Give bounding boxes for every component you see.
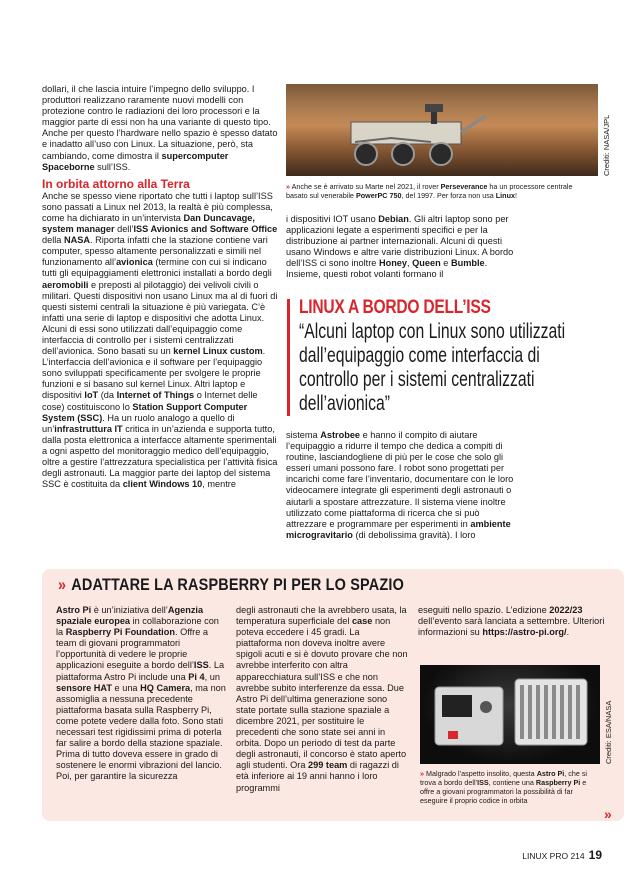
paragraph-intro: dollari, il che lascia intuire l’impegno dello sviluppo. I produttori realizzano raramente nuovi modelli con protezione contro le radiazioni dei loro processori e la maggior parte di essi non ha una variante di questo tipo. Anche per questo l’hardware nello spazio è spesso datato e inadatto all’uso con Linux. La situazione, però, sta cambiando, come dimostra il supercomputer Spaceborne sull’ISS. — [42, 84, 278, 172]
pullquote-title: LINUX A BORDO DELL’ISS — [299, 297, 491, 318]
section-heading: In orbita attorno alla Terra — [42, 176, 190, 191]
photo-credit-nasa: Crediti: NASA/JPL — [602, 114, 611, 176]
page-footer — [522, 848, 602, 862]
magazine-name: LINUX PRO 214 — [522, 851, 585, 861]
astro-pi-illustration — [420, 665, 600, 764]
pullquote-bar — [287, 299, 290, 416]
pullquote-text: “Alcuni laptop con Linux sono utilizzati dall’equipaggio come interfaccia di controllo per i sistemi centralizzati dell’avionica” — [299, 320, 566, 415]
astro-pi-caption: » Malgrado l’aspetto insolito, questa Astro Pi, che si trova a bordo dell’ISS, contiene una Raspberry Pi e offre a giovani programmatori la possibilità di far eseguire il proprio codice in orbita — [420, 769, 588, 805]
page-number: 19 — [588, 848, 602, 862]
rover-caption: » Anche se è arrivato su Marte nel 2021, il rover Perseverance ha un processore centrale basato sul venerabile PowerPC 750, del 1997. Per forza non usa Linux! — [286, 182, 573, 200]
paragraph-orbit: Anche se spesso viene riportato che tutti i laptop sull’ISS sono passati a Linux nel 2013, la realtà è più complessa, come ha dichiarato in un’intervista Dan Duncavage, system manager dell’ISS Avionics and Software Office della NASA. Riporta infatti che la stazione contiene vari computer, spesso altamente personalizzati e simili nel funzionamento all’avionica (termine con cui si indicano tutti gli equipaggiamenti elettronici installati a bordo degli aeromobili e preposti al pilotaggio) dei velivoli civili o militari. Questi dispositivi non usano Linux ma al di fuori di questi sistemi centrali la situazione è più variegata. C’è infatti una serie di laptop e dispositivi che adotta Linux. Alcuni di essi sono utilizzati dall’equipaggio come interfaccia di controllo per i sistemi centralizzati dell’avionica. Sono basati su un kernel Linux custom. L’interfaccia dell’avionica e il software per l’equipaggio sono sviluppati specificamente per svolgere le proprie funzioni e si basano sul kernel Linux. Altri laptop e dispositivi IoT (da Internet of Things o Internet delle cose) costituiscono lo Station Support Computer System (SSC). Ha un ruolo analogo a quello di un’infrastruttura IT critica in un’azienda e supporta tutto, dalla posta elettronica a interfacce altamente sperimentali a ogni aspetto del monitoraggio medico dell’equipaggio, oltre a gestire l’attrezzatura specialistica per l’attività fisica degli astronauti. La maggior parte dei laptop del sistema SSC è costituita da client Windows 10, mentre — [42, 190, 278, 490]
photo-credit-esa: Crediti: ESA/NASA — [604, 700, 613, 764]
left-column — [42, 84, 278, 490]
right-column-bottom — [286, 430, 522, 541]
continue-arrow-icon: » — [604, 806, 612, 822]
perseverance-rover-photo — [286, 84, 598, 176]
caption-arrow-icon: » — [420, 769, 424, 778]
paragraph-debian: i dispositivi IOT usano Debian. Gli altri laptop sono per applicazioni legate a esperimenti specifici e per la distribuzione ai partner internazionali. Alcuni di questi usano Windows e altre varie distribuzioni Linux. A bordo dell’ISS ci sono inoltre Honey, Queen e Bumble. Insieme, questi robot volanti formano il — [286, 214, 514, 280]
caption-arrow-icon: » — [286, 182, 290, 191]
right-column-top — [286, 214, 522, 281]
box-column-1: Astro Pi è un’iniziativa dell’Agenzia spaziale europea in collaborazione con la Raspberry Pi Foundation. Offre a team di giovani programmatori l’opportunità di vedere le proprie applicazioni eseguite a bordo dell’ISS. La piattaforma Astro Pi include una Pi 4, un sensore HAT e una HQ Camera, ma non assomiglia a nessuna precedente piattaforma basata sulla Raspberry Pi, come potete vedere dalla foto. Sono stati necessari test rigidissimi prima di poterla far salire a bordo della stazione spaziale. Prima di tutto doveva essere in grado di sostenere le enormi vibrazioni del lancio. Poi, per garantire la sicurezza — [56, 605, 226, 782]
title-arrow-icon: » — [58, 575, 67, 594]
box-title: » ADATTARE LA RASPBERRY PI PER LO SPAZIO — [58, 575, 404, 594]
astro-pi-link[interactable]: https://astro-pi.org/ — [482, 627, 567, 638]
paragraph-astrobee: sistema Astrobee e hanno il compito di aiutare l’equipaggio a ridurre il tempo che dedica a compiti di routine, lasciandogliene di più per le cose che solo gli esseri umani possono fare. I robot sono progettati per incarichi come fare l’inventario, documentare con le loro videocamere integrate gli esperimenti degli astronauti o aiutarli a spostare attrezzature. Il sistema viene inoltre utilizzato come piattaforma di ricerca che si può attrezzare e programmare per esperimenti in ambiente microgravitario (di debolissima gravità). I loro — [286, 430, 514, 540]
box-column-3: eseguiti nello spazio. L’edizione 2022/23 dell’evento sarà lanciata a settembre. Ulteriori informazioni su https://astro-pi.org/. — [418, 605, 605, 638]
astro-pi-photo — [420, 665, 600, 764]
box-column-2: degli astronauti che la avrebbero usata, la temperatura superficiale del case non poteva eccedere i 45 gradi. La piattaforma non doveva inoltre avere spigoli acuti e si è dovuto provare che non avrebbe interferito con altra apparecchiatura sull’ISS e che non avrebbe subito interferenze da essa. Due Astro Pi dell’ultima generazione sono state portate sulla stazione spaziale a dicembre 2021, per sostituire le precedenti che sono state sei anni in orbita. Dopo un periodo di test da parte degli astronauti, il concorso è stato aperto agli studenti. Ora 299 team di ragazzi di età inferiore ai 19 anni hanno i loro programmi — [236, 605, 408, 793]
rover-illustration — [341, 102, 491, 172]
